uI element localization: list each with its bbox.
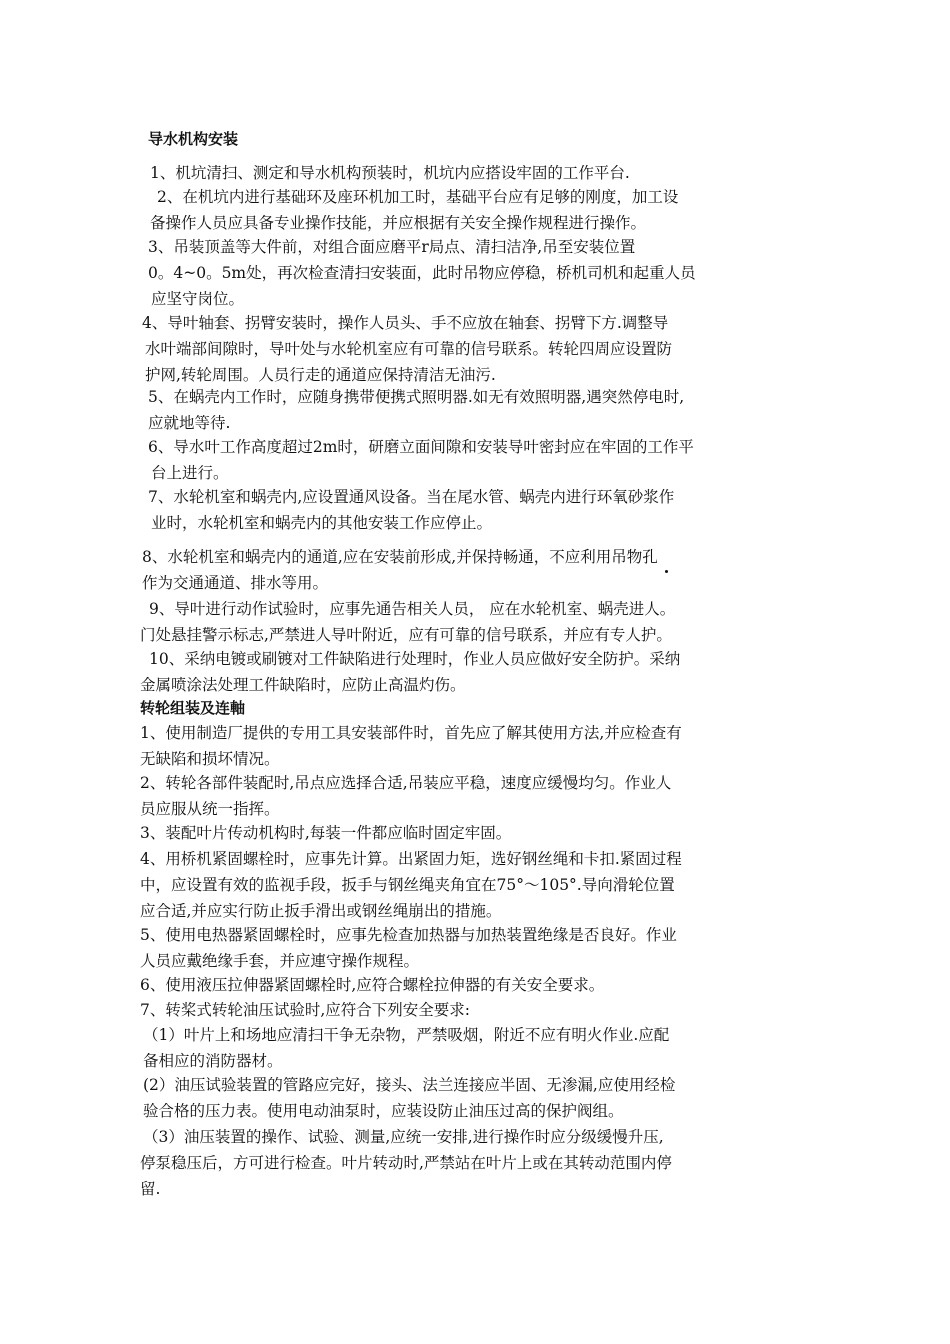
paragraph-ra-7-2: [140, 1072, 675, 1124]
paragraph-line: 备操作人员应具备专业操作技能，并应根据有关安全操作规程进行操作。: [150, 214, 647, 232]
paragraph-line: （3）油压装置的操作、试验、测量,应统一安排,进行操作时应分级缓慢升压,: [143, 1128, 664, 1146]
paragraph-line: (2）油压试验装置的管路应完好，接头、法兰连接应半固、无渗漏,应使用经检: [143, 1076, 676, 1094]
paragraph-ra-4: [140, 846, 682, 924]
paragraph-line: 作为交通通道、排水等用。: [142, 574, 329, 592]
paragraph-ra-7: [140, 997, 470, 1023]
paragraph-line: 8、水轮机室和蜗壳内的通道,应在安装前形成,并保持畅通，不应利用吊物孔: [142, 548, 658, 566]
paragraph-ra-5: [140, 922, 677, 974]
paragraph-line: 停泵稳压后，方可进行检查。叶片转动时,严禁站在叶片上或在其转动范围内停: [140, 1154, 672, 1172]
paragraph-line: 5、在蜗壳内工作时，应随身携带便携式照明器.如无有效照明器,遇突然停电时,: [148, 388, 685, 406]
paragraph-line: 3、吊装顶盖等大件前，对组合面应磨平r局点、清扫洁净,吊至安装位置: [148, 238, 636, 256]
section-title-guide-vane-installation: 导水机构安装: [148, 130, 239, 148]
paragraph-line: 备相应的消防器材。: [143, 1052, 283, 1070]
paragraph-line: 业时，水轮机室和蜗壳内的其他安装工作应停止。: [151, 514, 493, 532]
paragraph-line: 2、转轮各部件装配时,吊点应选择合适,吊装应平稳，速度应缓慢均匀。作业人: [140, 774, 672, 792]
paragraph-gv-5: [148, 384, 684, 436]
paragraph-line: 留.: [140, 1180, 161, 1198]
paragraph-line: 金属喷涂法处理工件缺陷时，应防止高温灼伤。: [140, 676, 466, 694]
paragraph-line: 1、机坑清扫、测定和导水机构预装时，机坑内应搭设牢固的工作平台.: [150, 164, 630, 182]
paragraph-line: 门处悬挂警示标志,严禁进人导叶附近，应有可靠的信号联系，并应有专人护。: [140, 626, 672, 644]
paragraph-line: 1、使用制造厂提供的专用工具安装部件时，首先应了解其使用方法,并应检查有: [140, 724, 682, 742]
paragraph-line: 7、水轮机室和蜗壳内,应设置通风设备。当在尾水管、蜗壳内进行环氧砂浆作: [148, 488, 675, 506]
paragraph-line: 护网,转轮周围。人员行走的通道应保持清洁无油污.: [145, 366, 496, 384]
paragraph-ra-7-3: [140, 1124, 672, 1202]
paragraph-line: 2、在机坑内进行基础环及座环机加工时，基础平台应有足够的刚度，加工设: [157, 188, 679, 206]
paragraph-line: 4、导叶轴套、拐臂安装时，操作人员头、手不应放在轴套、拐臂下方.调整导: [142, 314, 669, 332]
paragraph-line: 5、使用电热器紧固螺栓时，应事先检查加热器与加热装置绝缘是否良好。作业: [140, 926, 677, 944]
paragraph-line: 中，应设置有效的监视手段，扳手与钢丝绳夹角宜在75°～105°.导向滑轮位置: [140, 876, 675, 894]
paragraph-gv-8: [142, 544, 658, 596]
paragraph-line: 6、使用液压拉伸器紧固螺栓时,应符合螺栓拉伸器的有关安全要求。: [140, 976, 605, 994]
paragraph-gv-10: [140, 646, 680, 698]
paragraph-line: 3、装配叶片传动机构时,每装一件都应临时固定牢固。: [140, 824, 512, 842]
paragraph-line: 应合适,并应实行防止扳手滑出或钢丝绳崩出的措施。: [140, 902, 502, 920]
paragraph-line: 台上进行。: [151, 464, 229, 482]
paragraph-line: 水叶端部间隙时，导叶处与水轮机室应有可靠的信号联系。转轮四周应设置防: [145, 340, 673, 358]
paragraph-ra-7-1: [140, 1022, 669, 1074]
paragraph-gv-7: [148, 484, 674, 536]
paragraph-line: 4、用桥机紧固螺栓时，应事先计算。出紧固力矩，选好钢丝绳和卡扣.紧固过程: [140, 850, 682, 868]
paragraph-line: 0。4~0。5m处，再次检查清扫安装面，此时吊物应停稳，桥机司机和起重人员: [148, 264, 696, 282]
paragraph-line: 无缺陷和损坏情况。: [140, 750, 280, 768]
paragraph-ra-2: [140, 770, 671, 822]
paragraph-ra-6: [140, 972, 604, 998]
paragraph-line: 应坚守岗位。: [151, 290, 245, 308]
paragraph-line: 10、采纳电镀或刷镀对工件缺陷进行处理时，作业人员应做好安全防护。采纳: [149, 650, 681, 668]
paragraph-gv-4: [142, 310, 672, 388]
paragraph-ra-3: [140, 820, 511, 846]
paragraph-line: （1）叶片上和场地应清扫干争无杂物，严禁吸烟，附近不应有明火作业.应配: [143, 1026, 670, 1044]
paragraph-line: 7、转桨式转轮油压试验时,应符合下列安全要求:: [140, 1001, 471, 1019]
paragraph-line: 应就地等待.: [148, 414, 231, 432]
paragraph-line: 人员应戴绝缘手套，并应連守操作规程。: [140, 952, 420, 970]
paragraph-line: 验合格的压力表。使用电动油泵时，应装设防止油压过高的保护阀组。: [143, 1102, 624, 1120]
paragraph-gv-1: [150, 160, 630, 186]
section-title-runner-assembly: 转轮组装及连軸: [140, 699, 246, 717]
stray-dot: [665, 570, 668, 573]
paragraph-line: 9、导叶进行动作试验时，应事先通告相关人员， 应在水轮机室、蜗壳进人。: [149, 600, 676, 618]
paragraph-gv-9: [140, 596, 675, 648]
paragraph-gv-2: [150, 184, 678, 236]
paragraph-gv-3: [148, 234, 696, 312]
paragraph-gv-6: [148, 434, 694, 486]
paragraph-line: 6、导水叶工作高度超过2m时，研磨立面间隙和安装导叶密封应在牢固的工作平: [148, 438, 694, 456]
paragraph-line: 员应服从统一指挥。: [140, 800, 280, 818]
paragraph-ra-1: [140, 720, 682, 772]
